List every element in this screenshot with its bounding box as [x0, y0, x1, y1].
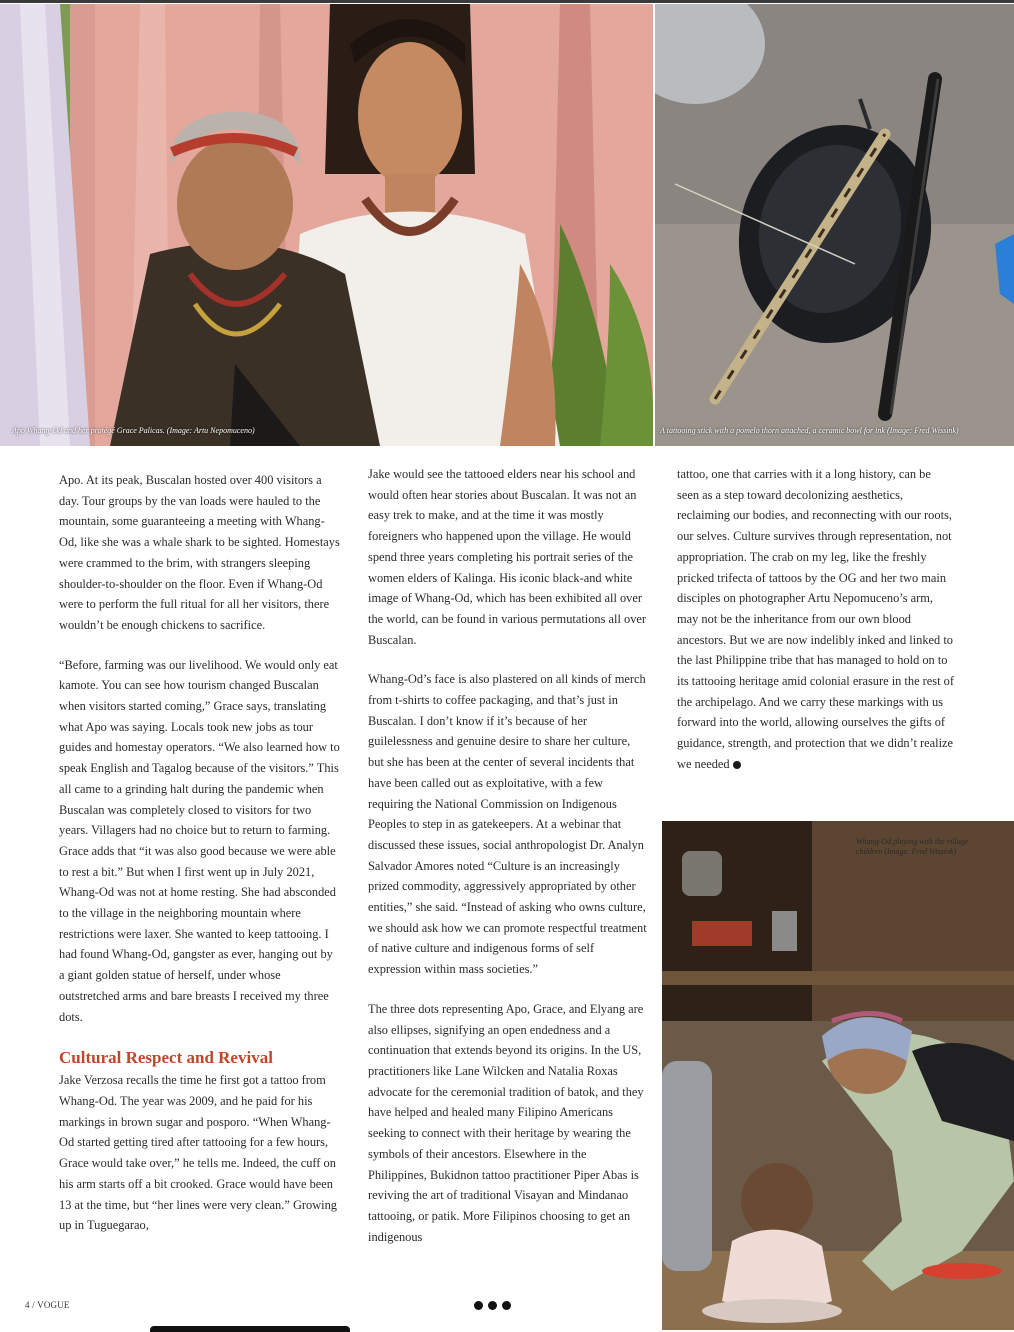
article-column-2	[368, 464, 648, 1247]
top-rule	[0, 0, 1014, 3]
dot-icon	[488, 1301, 497, 1310]
section-heading: Cultural Respect and Revival	[59, 1048, 273, 1068]
portrait-caption: Apo Whang-Od and her protégé Grace Palicas. (Image: Artu Nepomuceno)	[12, 426, 255, 435]
tools-caption: A tattooing stick with a pomelo thorn attached, a ceramic bowl for ink (Image: Fred Wissink)	[660, 426, 959, 435]
children-photo	[662, 821, 1014, 1330]
article-column-3	[677, 464, 955, 775]
portrait-photo	[0, 4, 653, 446]
column1-paragraph-2: “Before, farming was our livelihood. We would only eat kamote. You can see how tourism changed Buscalan when visitors started coming,” Grace says, translating what Apo was saying. Locals took new jobs as tour guides and homestay operators. “We also learned how to speak English and Tagalog because of the visitors.” This all came to a grinding halt during the pandemic when Buscalan was completely closed to visitors for two years. Villagers had no choice but to return to farming. Grace adds that “it was also good because we were able to rest a bit.” But when I first went up in July 2021, Whang-Od was not at home resting. She had absconded to the village in the neighboring mountain where restrictions were laxer. She wanted to keep tattooing. I had found Whang-Od, gangster as ever, hanging out by a giant golden statue of herself, under whose outstretched arms and bare breasts I received my three dots.	[59, 657, 340, 1024]
column2-paragraph-3: The three dots representing Apo, Grace, and Elyang are also ellipses, signifying an open endedness and a continuation that extends beyond its origins. In the US, practitioners like Lane Wilcken and Natalia Roxas advocate for the ceremonial tradition of batok, and they have helped and healed many Filipino Americans seeking to connect with their heritage by wearing the symbols of their ancestors. Elsewhere in the Philippines, Bukidnon tattoo practitioner Piper Abas is reviving the art of traditional Visayan and Mindanao tattooing, or patik. More Filipinos choosing to get an indigenous	[368, 1001, 644, 1244]
column2-paragraph-2: Whang-Od’s face is also plastered on all kinds of merch from t-shirts to coffee packaging, and that’s just in Buscalan. I don’t know if it’s because of her guilelessness and genuine desire to share her culture, but she has been at the center of several incidents that have been called out as exploitative, with a few requiring the National Commission on Indigenous Peoples to step in as gatekeepers. At a webinar that discussed these issues, social anthropologist Dr. Analyn Salvador Amores noted “Culture is an increasingly prized commodity, aggressively appropriated by other entities,” she said. “Instead of asking who owns culture, we should ask how we can promote respectful treatment of native culture and indigenous forms of self expression within mass societies.”	[368, 672, 647, 977]
children-caption: Whang-Od playing with the village children (Image: Fred Wissink)	[856, 837, 969, 856]
end-mark-icon	[733, 761, 741, 769]
dot-icon	[502, 1301, 511, 1310]
page-folio: 4 / VOGUE	[25, 1300, 70, 1310]
dot-icon	[474, 1301, 483, 1310]
column1-paragraph-3: Jake Verzosa recalls the time he first got a tattoo from Whang-Od. The year was 2009, and he paid for his markings in brown sugar and posporo. “When Whang-Od started getting tired after tattooing for a few hours, Grace would take over,” he tells me. Indeed, the cuff on his arm starts off a bit crooked. Grace would have been 13 at the time, but “her lines were very clean.” Growing up in Tuguegarao,	[59, 1073, 337, 1233]
column1-paragraph-1: Apo. At its peak, Buscalan hosted over 400 visitors a day. Tour groups by the van loads were hauled to the mountain, some guaranteeing a meeting with Whang-Od, like she was a whale shark to be sighted. Homestays were crammed to the brim, with strangers sleeping shoulder-to-shoulder on the floor. Even if Whang-Od were to perform the full ritual for all her visitors, there wouldn’t be enough chickens to sacrifice.	[59, 473, 340, 632]
column2-paragraph-1: Jake would see the tattooed elders near his school and would often hear stories about Buscalan. It was not an easy trek to make, and at the time it was mostly foreigners who happened upon the village. He would spend three years completing his portrait series of the women elders of Kalinga. His iconic black-and white image of Whang-Od, which has been exhibited all over the world, can be found in various permutations all over Buscalan.	[368, 467, 647, 647]
bottom-toolbar-edge	[150, 1326, 350, 1332]
column3-paragraph-1: tattoo, one that carries with it a long history, can be seen as a step toward decolonizing aesthetics, reclaiming our bodies, and reconnecting with our roots, our selves. Culture survives through representation, not appropriation. The crab on my leg, like the freshly pricked trifecta of tattoos by the OG and her two main disciples on photographer Artu Nepomuceno’s arm, may not be the inheritance from our own blood ancestors. But we are now indelibly inked and linked to the last Philippine tribe that has managed to hold on to its tattooing heritage amid colonial erasure in the rest of the archipelago. And we carry these markings with us forward into the world, allowing ourselves the gifts of guidance, strength, and protection that we didn’t realize we needed	[677, 467, 954, 771]
more-options-icon[interactable]	[474, 1301, 511, 1310]
article-column-1	[59, 470, 341, 1236]
tools-photo	[655, 4, 1014, 446]
